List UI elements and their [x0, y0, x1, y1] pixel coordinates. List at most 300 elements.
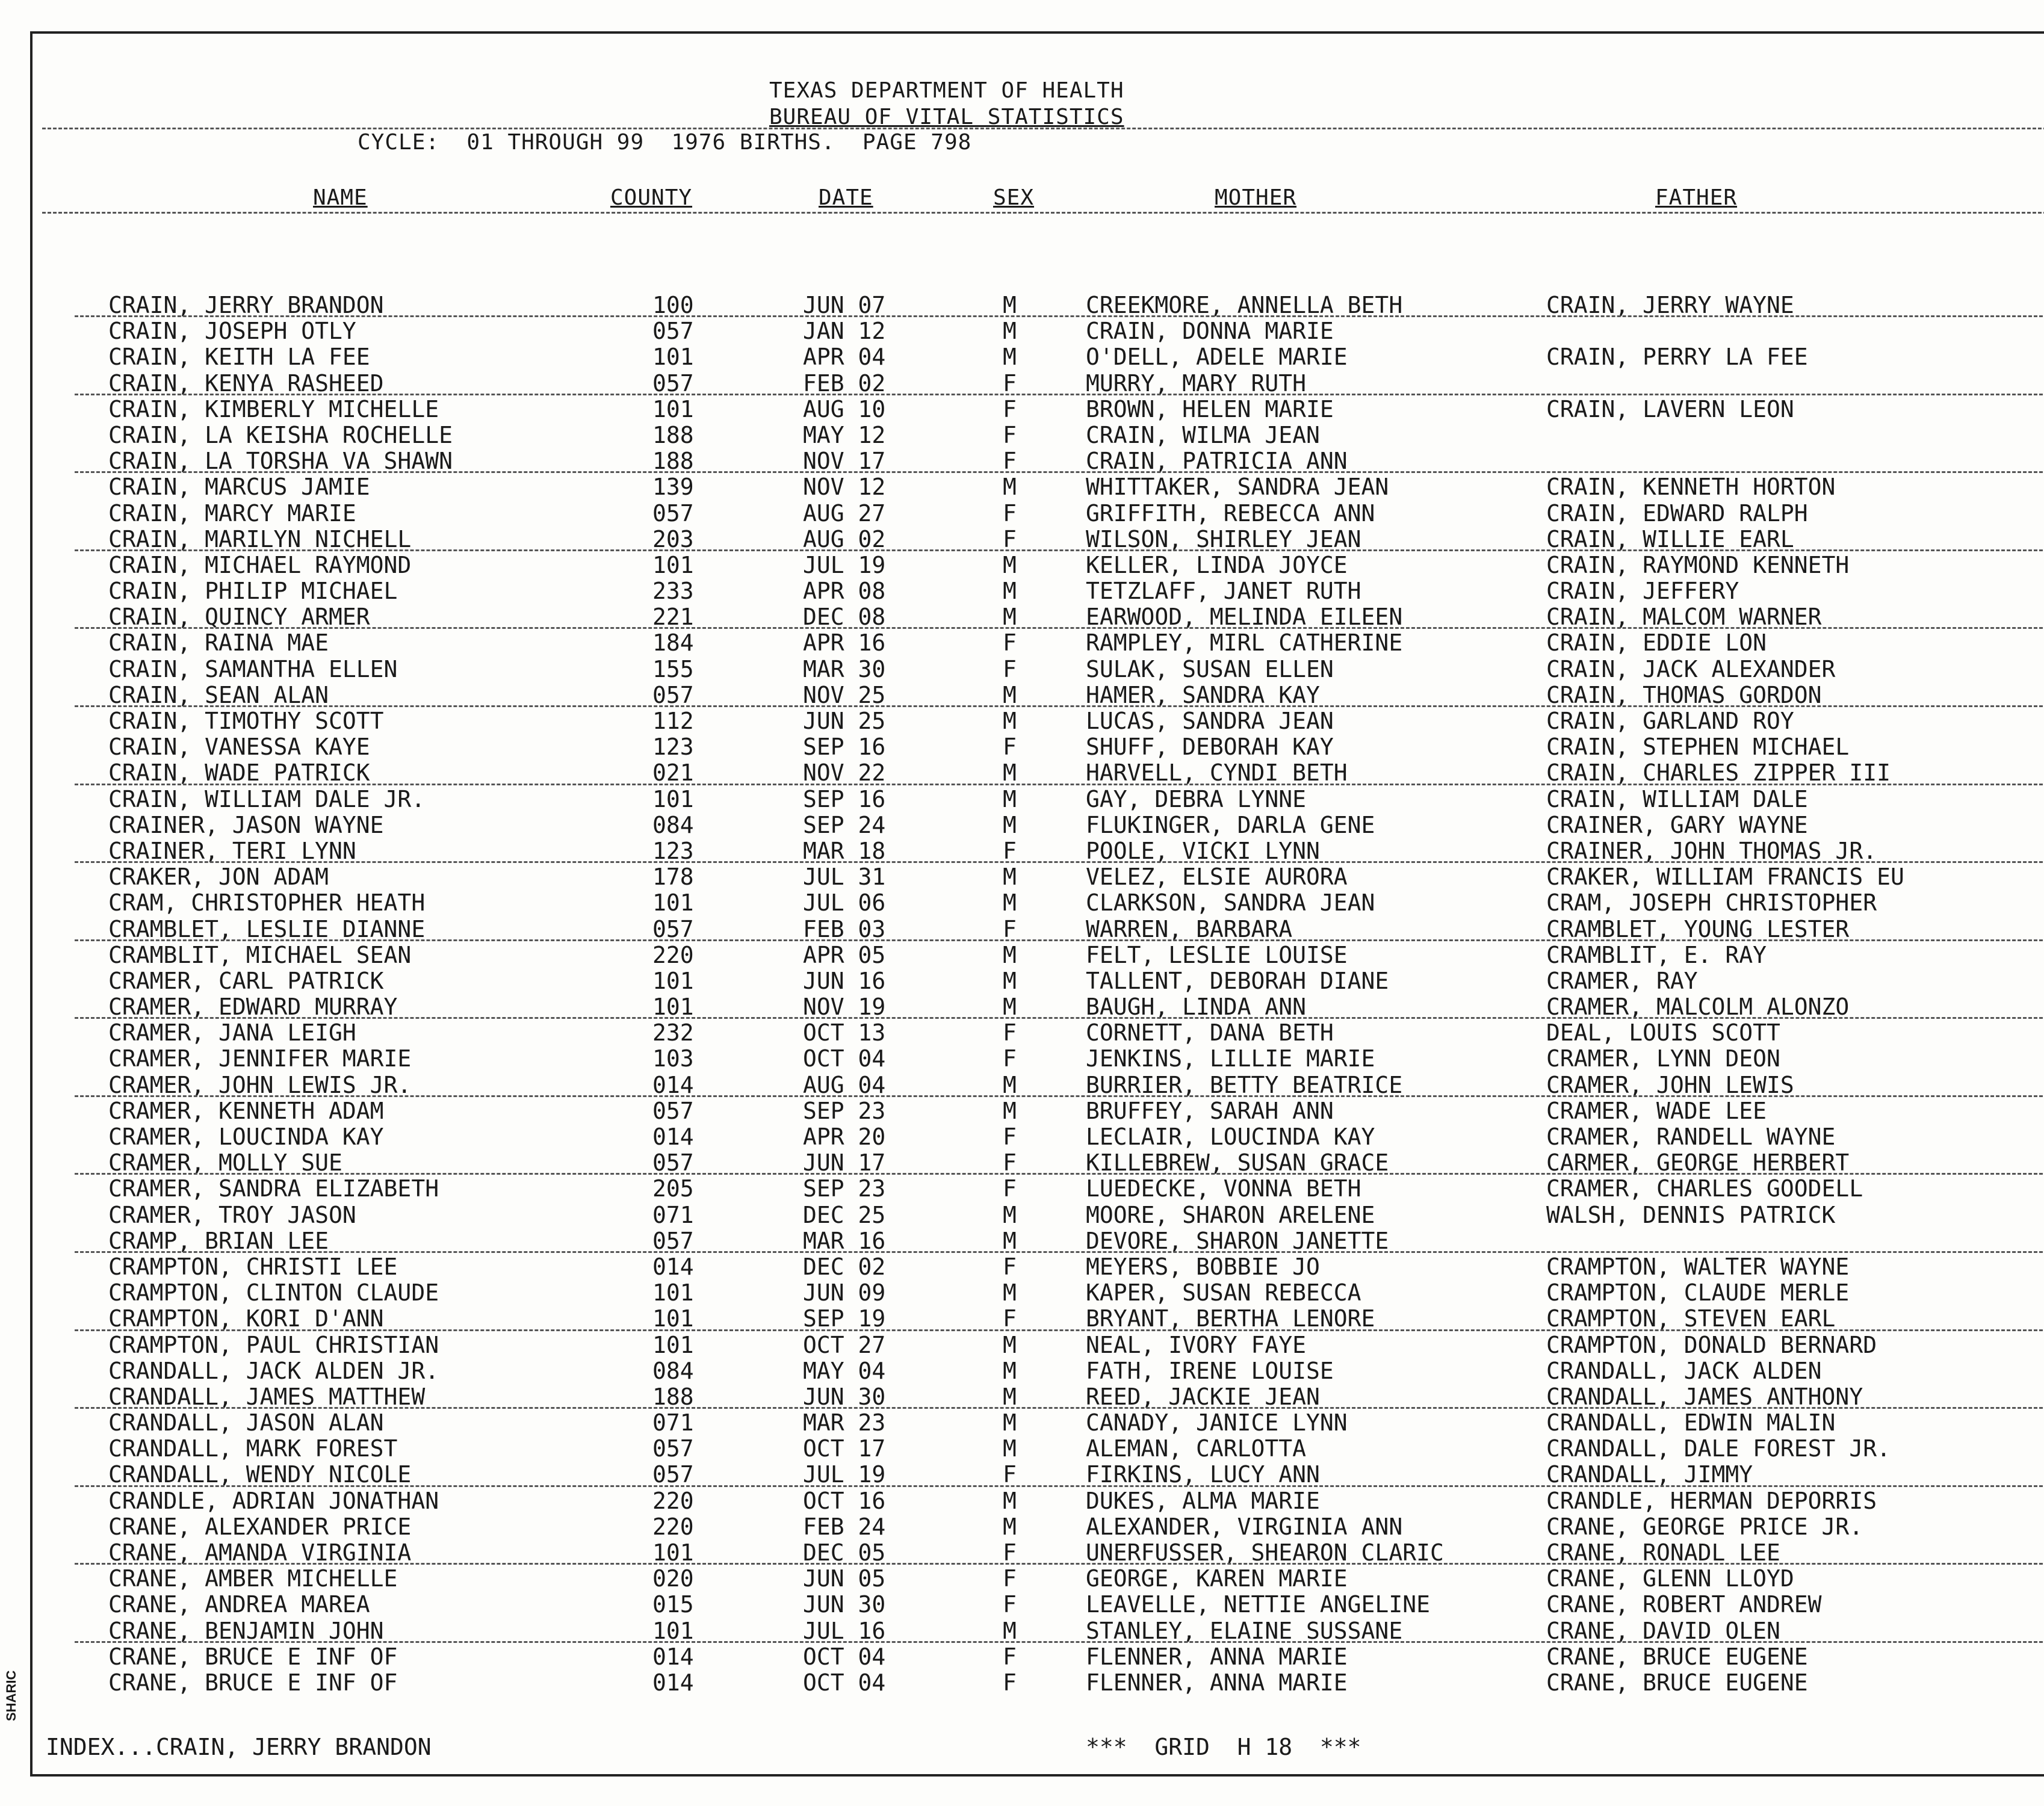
table-row	[33, 1072, 2043, 1098]
cell-date: OCT 27	[803, 1331, 886, 1358]
cell-sex: M	[1003, 811, 1017, 838]
cell-mother: POOLE, VICKI LYNN	[1086, 837, 1320, 864]
cell-sex: M	[1003, 604, 1017, 631]
cell-mother: LECLAIR, LOUCINDA KAY	[1086, 1124, 1375, 1150]
table-row	[33, 657, 2043, 682]
cell-mother: FELT, LESLIE LOUISE	[1086, 941, 1348, 968]
cell-father: CRAIN, JERRY WAYNE	[1546, 292, 1794, 318]
cell-father: CRAMER, JOHN LEWIS	[1546, 1071, 1794, 1098]
cell-county: 057	[652, 1149, 694, 1177]
cell-county: 101	[652, 344, 694, 371]
cell-father: CRAIN, THOMAS GORDON	[1546, 681, 1822, 708]
cell-county: 221	[652, 604, 694, 631]
cell-date: OCT 16	[803, 1487, 886, 1514]
cell-mother: SHUFF, DEBORAH KAY	[1086, 734, 1334, 761]
cell-county: 100	[652, 292, 694, 318]
cell-sex: F	[1003, 734, 1017, 761]
cell-county: 101	[652, 1331, 694, 1358]
cell-father: CRAMER, MALCOLM ALONZO	[1546, 994, 1850, 1021]
cell-county: 101	[652, 785, 694, 812]
table-row	[33, 1280, 2043, 1306]
divider	[42, 128, 2044, 129]
cell-father: CRAMBLET, YOUNG LESTER	[1546, 915, 1850, 942]
cell-sex: M	[1003, 1513, 1017, 1540]
cell-date: MAR 16	[803, 1227, 886, 1254]
table-row	[33, 318, 2043, 344]
cell-name: CRAIN, VANESSA KAYE	[108, 734, 370, 761]
cell-sex: F	[1003, 395, 1017, 422]
cell-name: CRAIN, KENYA RASHEED	[108, 370, 384, 397]
cell-date: OCT 04	[803, 1643, 886, 1670]
cell-father: CRANE, BRUCE EUGENE	[1546, 1669, 1808, 1696]
cell-name: CRAIN, WADE PATRICK	[108, 759, 370, 787]
cell-name: CRANE, AMBER MICHELLE	[108, 1565, 398, 1592]
cell-name: CRAIN, SEAN ALAN	[108, 681, 329, 708]
table-row	[33, 1514, 2043, 1540]
table-row	[33, 812, 2043, 838]
cell-county: 057	[652, 1435, 694, 1462]
cell-mother: LUCAS, SANDRA JEAN	[1086, 708, 1334, 734]
cell-county: 057	[652, 681, 694, 708]
cell-name: CRANE, AMANDA VIRGINIA	[108, 1539, 412, 1566]
cell-name: CRAIN, QUINCY ARMER	[108, 604, 370, 631]
cell-name: CRAIN, SAMANTHA ELLEN	[108, 655, 398, 682]
cell-father: CRANE, ROBERT ANDREW	[1546, 1591, 1822, 1618]
table-row	[33, 760, 2043, 786]
cell-mother: FLENNER, ANNA MARIE	[1086, 1643, 1348, 1670]
cell-father: CRAINER, GARY WAYNE	[1546, 811, 1808, 838]
cell-county: 101	[652, 889, 694, 917]
cell-mother: BROWN, HELEN MARIE	[1086, 395, 1334, 422]
cell-county: 057	[652, 1227, 694, 1254]
cell-mother: ALEXANDER, VIRGINIA ANN	[1086, 1513, 1403, 1540]
cell-name: CRANDALL, MARK FOREST	[108, 1435, 398, 1462]
table-row	[33, 1540, 2043, 1566]
cell-date: NOV 19	[803, 994, 886, 1021]
cell-county: 084	[652, 1357, 694, 1384]
report-title: TEXAS DEPARTMENT OF HEALTH	[769, 78, 1124, 103]
cell-date: SEP 16	[803, 785, 886, 812]
cell-mother: JENKINS, LILLIE MARIE	[1086, 1045, 1375, 1072]
cell-county: 103	[652, 1045, 694, 1072]
cell-father: CRAIN, GARLAND ROY	[1546, 708, 1794, 734]
cell-mother: WILSON, SHIRLEY JEAN	[1086, 525, 1361, 552]
cell-date: JAN 12	[803, 318, 886, 345]
cell-date: MAY 12	[803, 421, 886, 448]
cell-date: SEP 16	[803, 734, 886, 761]
cell-name: CRANDALL, JACK ALDEN JR.	[108, 1357, 439, 1384]
cell-mother: FATH, IRENE LOUISE	[1086, 1357, 1334, 1384]
cell-date: JUN 30	[803, 1591, 886, 1618]
cell-name: CRANDALL, WENDY NICOLE	[108, 1461, 412, 1488]
cell-father: CRANDALL, DALE FOREST JR.	[1546, 1435, 1891, 1462]
cell-sex: F	[1003, 1149, 1017, 1177]
table-row	[33, 1618, 2043, 1644]
cell-date: JUN 16	[803, 967, 886, 994]
cell-name: CRAIN, RAINA MAE	[108, 629, 329, 657]
cell-mother: BRUFFEY, SARAH ANN	[1086, 1097, 1334, 1124]
cell-sex: F	[1003, 1253, 1017, 1280]
cell-date: OCT 13	[803, 1019, 886, 1047]
col-header-father: FATHER	[1655, 185, 1738, 210]
cell-county: 014	[652, 1071, 694, 1098]
table-row	[33, 1306, 2043, 1332]
cell-name: CRANE, BRUCE E INF OF	[108, 1669, 398, 1696]
cell-county: 101	[652, 1539, 694, 1566]
cell-mother: EARWOOD, MELINDA EILEEN	[1086, 604, 1403, 631]
cell-mother: LEAVELLE, NETTIE ANGELINE	[1086, 1591, 1430, 1618]
cell-mother: NEAL, IVORY FAYE	[1086, 1331, 1307, 1358]
cell-father: CRAIN, JACK ALEXANDER	[1546, 655, 1836, 682]
cell-name: CRANE, ALEXANDER PRICE	[108, 1513, 412, 1540]
cell-sex: M	[1003, 889, 1017, 917]
cell-date: DEC 05	[803, 1539, 886, 1566]
cell-mother: LUEDECKE, VONNA BETH	[1086, 1175, 1361, 1202]
cell-county: 205	[652, 1175, 694, 1202]
cell-sex: M	[1003, 864, 1017, 891]
table-row	[33, 1176, 2043, 1202]
cell-county: 057	[652, 1461, 694, 1488]
cell-sex: M	[1003, 1487, 1017, 1514]
divider	[42, 212, 2044, 214]
cell-county: 057	[652, 499, 694, 527]
cell-sex: F	[1003, 525, 1017, 552]
cell-sex: M	[1003, 1383, 1017, 1410]
cell-sex: M	[1003, 1279, 1017, 1307]
cell-mother: MOORE, SHARON ARELENE	[1086, 1201, 1375, 1228]
cell-date: SEP 23	[803, 1175, 886, 1202]
cell-name: CRAMBLET, LESLIE DIANNE	[108, 915, 426, 942]
table-row	[33, 1046, 2043, 1072]
cell-name: CRAIN, MARCUS JAMIE	[108, 474, 370, 501]
cell-name: CRAIN, KEITH LA FEE	[108, 344, 370, 371]
cell-father: CRAIN, WILLIAM DALE	[1546, 785, 1808, 812]
cell-name: CRAMER, MOLLY SUE	[108, 1149, 342, 1177]
cell-sex: F	[1003, 421, 1017, 448]
cell-name: CRAMPTON, PAUL CHRISTIAN	[108, 1331, 439, 1358]
cell-date: AUG 10	[803, 395, 886, 422]
cell-sex: F	[1003, 837, 1017, 864]
cell-date: JUL 31	[803, 864, 886, 891]
cell-county: 101	[652, 1279, 694, 1307]
cell-mother: MEYERS, BOBBIE JO	[1086, 1253, 1320, 1280]
cell-name: CRANDLE, ADRIAN JONATHAN	[108, 1487, 439, 1514]
cell-date: JUL 19	[803, 551, 886, 578]
cell-father: CRAKER, WILLIAM FRANCIS EU	[1546, 864, 1904, 891]
cell-date: JUN 09	[803, 1279, 886, 1307]
cell-mother: UNERFUSSER, SHEARON CLARIC	[1086, 1539, 1444, 1566]
cell-sex: F	[1003, 1175, 1017, 1202]
cell-date: DEC 08	[803, 604, 886, 631]
cell-mother: DEVORE, SHARON JANETTE	[1086, 1227, 1389, 1254]
cell-county: 057	[652, 318, 694, 345]
cell-sex: F	[1003, 1669, 1017, 1696]
table-row	[33, 1020, 2043, 1046]
cell-county: 123	[652, 837, 694, 864]
cell-father: CRAMPTON, WALTER WAYNE	[1546, 1253, 1850, 1280]
cell-mother: MURRY, MARY RUTH	[1086, 370, 1307, 397]
cell-county: 101	[652, 1305, 694, 1332]
cell-county: 203	[652, 525, 694, 552]
cell-county: 057	[652, 915, 694, 942]
cell-sex: F	[1003, 1019, 1017, 1047]
cell-mother: ALEMAN, CARLOTTA	[1086, 1435, 1307, 1462]
cell-date: SEP 23	[803, 1097, 886, 1124]
cell-date: MAY 04	[803, 1357, 886, 1384]
table-row	[33, 1644, 2043, 1670]
cell-sex: F	[1003, 655, 1017, 682]
cell-county: 232	[652, 1019, 694, 1047]
table-row	[33, 1566, 2043, 1592]
table-row	[33, 968, 2043, 994]
cell-mother: RAMPLEY, MIRL CATHERINE	[1086, 629, 1403, 657]
cell-name: CRAMPTON, CLINTON CLAUDE	[108, 1279, 439, 1307]
cell-date: JUL 19	[803, 1461, 886, 1488]
cell-name: CRAM, CHRISTOPHER HEATH	[108, 889, 426, 917]
col-header-name: NAME	[313, 185, 368, 210]
cell-county: 101	[652, 395, 694, 422]
cell-name: CRAIN, PHILIP MICHAEL	[108, 578, 398, 605]
grid-marker: *** GRID H 18 ***	[1086, 1734, 1361, 1760]
cell-name: CRAINER, JASON WAYNE	[108, 811, 384, 838]
table-row	[33, 942, 2043, 968]
col-header-mother: MOTHER	[1215, 185, 1297, 210]
cell-father: CRAIN, LAVERN LEON	[1546, 395, 1794, 422]
cell-name: CRAIN, LA TORSHA VA SHAWN	[108, 448, 453, 475]
cell-father: CRAIN, EDDIE LON	[1546, 629, 1767, 657]
table-row	[33, 527, 2043, 552]
cell-sex: F	[1003, 1565, 1017, 1592]
cell-date: OCT 04	[803, 1669, 886, 1696]
table-row	[33, 838, 2043, 864]
cell-mother: KAPER, SUSAN REBECCA	[1086, 1279, 1361, 1307]
cell-father: CRANDALL, EDWIN MALIN	[1546, 1409, 1836, 1436]
cell-sex: M	[1003, 474, 1017, 501]
cell-county: 188	[652, 1383, 694, 1410]
cell-sex: F	[1003, 915, 1017, 942]
cell-date: MAR 18	[803, 837, 886, 864]
cell-father: CRANE, GEORGE PRICE JR.	[1546, 1513, 1863, 1540]
cell-date: DEC 02	[803, 1253, 886, 1280]
table-row	[33, 578, 2043, 604]
cell-name: CRAIN, JOSEPH OTLY	[108, 318, 356, 345]
cell-name: CRAIN, MARCY MARIE	[108, 499, 356, 527]
cell-name: CRAIN, WILLIAM DALE JR.	[108, 785, 426, 812]
report-subtitle: BUREAU OF VITAL STATISTICS	[769, 105, 1124, 129]
cell-name: CRAIN, MARILYN NICHELL	[108, 525, 412, 552]
table-row	[33, 630, 2043, 656]
table-row	[33, 1202, 2043, 1228]
cell-name: CRAMER, KENNETH ADAM	[108, 1097, 384, 1124]
side-label: SHARIC	[4, 1670, 19, 1721]
cell-sex: M	[1003, 1227, 1017, 1254]
cell-name: CRAMPTON, CHRISTI LEE	[108, 1253, 398, 1280]
cell-sex: M	[1003, 551, 1017, 578]
table-row	[33, 1592, 2043, 1618]
cell-date: JUL 16	[803, 1617, 886, 1644]
cell-date: APR 05	[803, 941, 886, 968]
cell-county: 123	[652, 734, 694, 761]
cell-name: CRAKER, JON ADAM	[108, 864, 329, 891]
cell-name: CRAIN, JERRY BRANDON	[108, 292, 384, 318]
cell-date: AUG 02	[803, 525, 886, 552]
cell-sex: M	[1003, 1435, 1017, 1462]
cell-county: 071	[652, 1201, 694, 1228]
table-row	[33, 1332, 2043, 1358]
cell-mother: WHITTAKER, SANDRA JEAN	[1086, 474, 1389, 501]
cell-sex: M	[1003, 785, 1017, 812]
cell-father: CRANDLE, HERMAN DEPORRIS	[1546, 1487, 1877, 1514]
cell-mother: CLARKSON, SANDRA JEAN	[1086, 889, 1375, 917]
cell-father: CARMER, GEORGE HERBERT	[1546, 1149, 1850, 1177]
cell-date: SEP 19	[803, 1305, 886, 1332]
cell-county: 071	[652, 1409, 694, 1436]
table-row	[33, 1410, 2043, 1436]
cell-county: 101	[652, 1617, 694, 1644]
cell-father: CRAMER, RAY	[1546, 967, 1698, 994]
cell-sex: M	[1003, 578, 1017, 605]
cell-sex: F	[1003, 629, 1017, 657]
cell-father: CRAINER, JOHN THOMAS JR.	[1546, 837, 1877, 864]
cell-sex: M	[1003, 1071, 1017, 1098]
col-header-date: DATE	[819, 185, 873, 210]
cell-father: CRAIN, CHARLES ZIPPER III	[1546, 759, 1891, 787]
table-row	[33, 501, 2043, 527]
cell-mother: BAUGH, LINDA ANN	[1086, 994, 1307, 1021]
table-row	[33, 371, 2043, 397]
cell-county: 233	[652, 578, 694, 605]
table-row	[33, 422, 2043, 448]
cell-father: CRAMPTON, CLAUDE MERLE	[1546, 1279, 1850, 1307]
cell-mother: FLENNER, ANNA MARIE	[1086, 1669, 1348, 1696]
cell-name: CRAMER, JOHN LEWIS JR.	[108, 1071, 412, 1098]
cell-name: CRAIN, KIMBERLY MICHELLE	[108, 395, 439, 422]
cell-father: DEAL, LOUIS SCOTT	[1546, 1019, 1780, 1047]
cell-mother: KELLER, LINDA JOYCE	[1086, 551, 1348, 578]
cell-father: CRAMPTON, DONALD BERNARD	[1546, 1331, 1877, 1358]
cell-name: CRAMER, JENNIFER MARIE	[108, 1045, 412, 1072]
cell-sex: M	[1003, 967, 1017, 994]
table-row	[33, 397, 2043, 422]
cell-county: 220	[652, 941, 694, 968]
table-row	[33, 917, 2043, 942]
table-row	[33, 708, 2043, 734]
cell-date: MAR 23	[803, 1409, 886, 1436]
cell-county: 155	[652, 655, 694, 682]
cell-sex: F	[1003, 499, 1017, 527]
cell-name: CRANDALL, JASON ALAN	[108, 1409, 384, 1436]
cell-county: 188	[652, 448, 694, 475]
cell-sex: F	[1003, 1305, 1017, 1332]
cell-father: CRANDALL, JAMES ANTHONY	[1546, 1383, 1863, 1410]
cell-mother: HAMER, SANDRA KAY	[1086, 681, 1320, 708]
cell-mother: GEORGE, KAREN MARIE	[1086, 1565, 1348, 1592]
records-table	[33, 292, 2043, 1696]
table-row	[33, 734, 2043, 760]
cell-sex: F	[1003, 1045, 1017, 1072]
cell-date: FEB 24	[803, 1513, 886, 1540]
cell-mother: WARREN, BARBARA	[1086, 915, 1293, 942]
cell-mother: CANADY, JANICE LYNN	[1086, 1409, 1348, 1436]
table-row	[33, 604, 2043, 630]
cell-sex: M	[1003, 292, 1017, 318]
cell-date: SEP 24	[803, 811, 886, 838]
cell-county: 184	[652, 629, 694, 657]
cell-date: JUN 25	[803, 708, 886, 734]
cell-sex: M	[1003, 318, 1017, 345]
cell-date: JUN 17	[803, 1149, 886, 1177]
table-row	[33, 682, 2043, 708]
cell-sex: F	[1003, 1591, 1017, 1618]
cycle-line: CYCLE: 01 THROUGH 99 1976 BIRTHS. PAGE 798	[358, 130, 972, 155]
cell-sex: F	[1003, 370, 1017, 397]
cell-mother: FIRKINS, LUCY ANN	[1086, 1461, 1320, 1488]
table-row	[33, 292, 2043, 318]
cell-county: 014	[652, 1669, 694, 1696]
cell-date: JUL 06	[803, 889, 886, 917]
cell-county: 220	[652, 1513, 694, 1540]
cell-father: CRANE, GLENN LLOYD	[1546, 1565, 1794, 1592]
cell-sex: M	[1003, 1617, 1017, 1644]
table-row	[33, 890, 2043, 916]
cell-name: CRANDALL, JAMES MATTHEW	[108, 1383, 426, 1410]
table-row	[33, 1124, 2043, 1150]
cell-sex: M	[1003, 708, 1017, 734]
cell-county: 020	[652, 1565, 694, 1592]
cell-date: NOV 17	[803, 448, 886, 475]
cell-mother: GRIFFITH, REBECCA ANN	[1086, 499, 1375, 527]
cell-mother: O'DELL, ADELE MARIE	[1086, 344, 1348, 371]
report-sheet	[30, 31, 2044, 1777]
cell-father: CRAMPTON, STEVEN EARL	[1546, 1305, 1836, 1332]
table-row	[33, 1384, 2043, 1410]
table-row	[33, 474, 2043, 500]
cell-county: 084	[652, 811, 694, 838]
cell-name: CRAMBLIT, MICHAEL SEAN	[108, 941, 412, 968]
cell-name: CRAMER, EDWARD MURRAY	[108, 994, 398, 1021]
cell-county: 014	[652, 1253, 694, 1280]
cell-name: CRANE, BRUCE E INF OF	[108, 1643, 398, 1670]
cell-father: CRAMBLIT, E. RAY	[1546, 941, 1767, 968]
cell-county: 101	[652, 551, 694, 578]
cell-name: CRANE, BENJAMIN JOHN	[108, 1617, 384, 1644]
cell-mother: HARVELL, CYNDI BETH	[1086, 759, 1348, 787]
cell-date: OCT 17	[803, 1435, 886, 1462]
cell-mother: CREEKMORE, ANNELLA BETH	[1086, 292, 1403, 318]
cell-date: APR 16	[803, 629, 886, 657]
cell-father: WALSH, DENNIS PATRICK	[1546, 1201, 1836, 1228]
cell-mother: BURRIER, BETTY BEATRICE	[1086, 1071, 1403, 1098]
cell-mother: SULAK, SUSAN ELLEN	[1086, 655, 1334, 682]
cell-father: CRAIN, WILLIE EARL	[1546, 525, 1794, 552]
cell-name: CRAIN, TIMOTHY SCOTT	[108, 708, 384, 734]
cell-sex: F	[1003, 1124, 1017, 1150]
cell-name: CRAMER, SANDRA ELIZABETH	[108, 1175, 439, 1202]
cell-father: CRAMER, CHARLES GOODELL	[1546, 1175, 1863, 1202]
cell-sex: M	[1003, 681, 1017, 708]
cell-sex: M	[1003, 941, 1017, 968]
cell-father: CRAIN, PERRY LA FEE	[1546, 344, 1808, 371]
cell-father: CRANDALL, JIMMY	[1546, 1461, 1753, 1488]
cell-name: CRAINER, TERI LYNN	[108, 837, 356, 864]
cell-mother: CORNETT, DANA BETH	[1086, 1019, 1334, 1047]
cell-mother: TALLENT, DEBORAH DIANE	[1086, 967, 1389, 994]
cell-sex: M	[1003, 1331, 1017, 1358]
cell-date: AUG 27	[803, 499, 886, 527]
cell-sex: M	[1003, 759, 1017, 787]
table-row	[33, 1670, 2043, 1696]
cell-date: APR 08	[803, 578, 886, 605]
